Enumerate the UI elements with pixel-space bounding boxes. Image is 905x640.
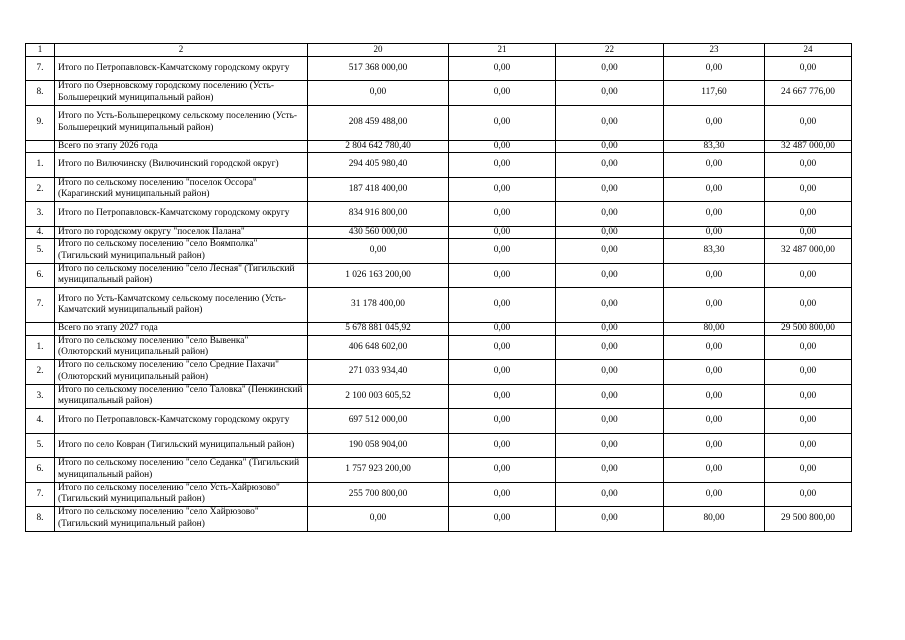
value-col-23: 0,00 xyxy=(664,458,765,483)
value-col-21: 0,00 xyxy=(449,323,556,336)
value-col-24: 32 487 000,00 xyxy=(765,140,852,153)
value-col-23: 83,30 xyxy=(664,239,765,264)
value-col-20: 406 648 602,00 xyxy=(308,335,449,360)
value-col-20: 271 033 934,40 xyxy=(308,360,449,385)
municipality-name: Итого по Петропавловск-Камчатскому городскому округу xyxy=(55,56,308,81)
value-col-22: 0,00 xyxy=(556,239,664,264)
value-col-22: 0,00 xyxy=(556,458,664,483)
row-number: 1. xyxy=(26,153,55,178)
value-col-20: 2 100 003 605,52 xyxy=(308,384,449,409)
value-col-22: 0,00 xyxy=(556,507,664,532)
row-number: 7. xyxy=(26,56,55,81)
value-col-22: 0,00 xyxy=(556,263,664,288)
column-number-2: 2 xyxy=(55,44,308,57)
municipality-name: Итого по сельскому поселению "село Воямполка" (Тигильский муниципальный район) xyxy=(55,239,308,264)
column-number-24: 24 xyxy=(765,44,852,57)
row-number: 8. xyxy=(26,81,55,106)
value-col-20: 834 916 800,00 xyxy=(308,202,449,227)
row-number: 3. xyxy=(26,384,55,409)
value-col-21: 0,00 xyxy=(449,105,556,140)
value-col-21: 0,00 xyxy=(449,360,556,385)
column-number-23: 23 xyxy=(664,44,765,57)
row-number: 2. xyxy=(26,177,55,202)
row-number xyxy=(26,140,55,153)
row-number: 4. xyxy=(26,226,55,239)
value-col-24: 0,00 xyxy=(765,360,852,385)
value-col-23: 0,00 xyxy=(664,263,765,288)
value-col-23: 0,00 xyxy=(664,384,765,409)
value-col-24: 29 500 800,00 xyxy=(765,507,852,532)
table-row xyxy=(26,153,852,178)
value-col-22: 0,00 xyxy=(556,202,664,227)
value-col-22: 0,00 xyxy=(556,226,664,239)
value-col-20: 187 418 400,00 xyxy=(308,177,449,202)
value-col-21: 0,00 xyxy=(449,288,556,323)
municipality-name: Всего по этапу 2026 года xyxy=(55,140,308,153)
value-col-24: 29 500 800,00 xyxy=(765,323,852,336)
value-col-21: 0,00 xyxy=(449,384,556,409)
value-col-21: 0,00 xyxy=(449,56,556,81)
value-col-21: 0,00 xyxy=(449,409,556,434)
value-col-24: 0,00 xyxy=(765,458,852,483)
value-col-24: 0,00 xyxy=(765,263,852,288)
value-col-23: 0,00 xyxy=(664,105,765,140)
table-row xyxy=(26,202,852,227)
table-row xyxy=(26,384,852,409)
municipality-name: Итого по Вилючинску (Вилючинский городской округ) xyxy=(55,153,308,178)
value-col-20: 31 178 400,00 xyxy=(308,288,449,323)
value-col-21: 0,00 xyxy=(449,202,556,227)
value-col-23: 0,00 xyxy=(664,433,765,458)
row-number: 4. xyxy=(26,409,55,434)
column-number-1: 1 xyxy=(26,44,55,57)
value-col-24: 0,00 xyxy=(765,335,852,360)
table-row xyxy=(26,360,852,385)
municipality-name: Итого по сельскому поселению "село Средние Пахачи" (Олюторский муниципальный район) xyxy=(55,360,308,385)
value-col-21: 0,00 xyxy=(449,335,556,360)
row-number: 1. xyxy=(26,335,55,360)
value-col-23: 83,30 xyxy=(664,140,765,153)
table-row xyxy=(26,226,852,239)
value-col-21: 0,00 xyxy=(449,153,556,178)
column-number-21: 21 xyxy=(449,44,556,57)
value-col-20: 1 757 923 200,00 xyxy=(308,458,449,483)
value-col-23: 0,00 xyxy=(664,482,765,507)
value-col-21: 0,00 xyxy=(449,226,556,239)
row-number: 2. xyxy=(26,360,55,385)
value-col-24: 0,00 xyxy=(765,482,852,507)
value-col-23: 0,00 xyxy=(664,226,765,239)
value-col-24: 0,00 xyxy=(765,56,852,81)
table-row xyxy=(26,81,852,106)
value-col-22: 0,00 xyxy=(556,177,664,202)
row-number: 8. xyxy=(26,507,55,532)
row-number: 7. xyxy=(26,482,55,507)
municipality-name: Итого по сельскому поселению "село Вывенка" (Олюторский муниципальный район) xyxy=(55,335,308,360)
row-number: 6. xyxy=(26,458,55,483)
value-col-23: 0,00 xyxy=(664,409,765,434)
row-number: 7. xyxy=(26,288,55,323)
value-col-20: 5 678 881 045,92 xyxy=(308,323,449,336)
table-row xyxy=(26,482,852,507)
value-col-21: 0,00 xyxy=(449,263,556,288)
value-col-20: 0,00 xyxy=(308,507,449,532)
row-number: 5. xyxy=(26,239,55,264)
value-col-20: 208 459 488,00 xyxy=(308,105,449,140)
value-col-24: 0,00 xyxy=(765,177,852,202)
table-row xyxy=(26,263,852,288)
value-col-20: 0,00 xyxy=(308,81,449,106)
value-col-24: 32 487 000,00 xyxy=(765,239,852,264)
value-col-23: 0,00 xyxy=(664,335,765,360)
value-col-24: 0,00 xyxy=(765,105,852,140)
value-col-20: 255 700 800,00 xyxy=(308,482,449,507)
value-col-24: 0,00 xyxy=(765,288,852,323)
municipality-name: Итого по Озерновскому городскому поселению (Усть-Большерецкий муниципальный район) xyxy=(55,81,308,106)
value-col-23: 117,60 xyxy=(664,81,765,106)
value-col-20: 1 026 163 200,00 xyxy=(308,263,449,288)
column-number-22: 22 xyxy=(556,44,664,57)
table-row xyxy=(26,288,852,323)
table-row xyxy=(26,105,852,140)
municipality-name: Итого по Усть-Большерецкому сельскому поселению (Усть-Большерецкий муниципальный район) xyxy=(55,105,308,140)
value-col-23: 80,00 xyxy=(664,323,765,336)
municipality-name: Итого по сельскому поселению "поселок Оссора" (Карагинский муниципальный район) xyxy=(55,177,308,202)
value-col-21: 0,00 xyxy=(449,507,556,532)
table-row xyxy=(26,507,852,532)
value-col-22: 0,00 xyxy=(556,56,664,81)
value-col-22: 0,00 xyxy=(556,433,664,458)
value-col-20: 294 405 980,40 xyxy=(308,153,449,178)
value-col-22: 0,00 xyxy=(556,105,664,140)
municipality-name: Итого по Петропавловск-Камчатскому городскому округу xyxy=(55,409,308,434)
row-number: 5. xyxy=(26,433,55,458)
municipality-name: Итого по сельскому поселению "село Таловка" (Пенжинский муниципальный район) xyxy=(55,384,308,409)
value-col-21: 0,00 xyxy=(449,433,556,458)
row-number: 3. xyxy=(26,202,55,227)
municipality-name: Итого по сельскому поселению "село Седанка" (Тигильский муниципальный район) xyxy=(55,458,308,483)
row-number: 6. xyxy=(26,263,55,288)
value-col-22: 0,00 xyxy=(556,153,664,178)
municipality-name: Итого по Усть-Камчатскому сельскому поселению (Усть-Камчатский муниципальный район) xyxy=(55,288,308,323)
value-col-24: 0,00 xyxy=(765,384,852,409)
value-col-21: 0,00 xyxy=(449,458,556,483)
value-col-24: 0,00 xyxy=(765,433,852,458)
value-col-22: 0,00 xyxy=(556,335,664,360)
value-col-24: 0,00 xyxy=(765,226,852,239)
value-col-22: 0,00 xyxy=(556,140,664,153)
column-number-20: 20 xyxy=(308,44,449,57)
municipality-name: Всего по этапу 2027 года xyxy=(55,323,308,336)
municipality-name: Итого по городскому округу "поселок Палана" xyxy=(55,226,308,239)
value-col-23: 0,00 xyxy=(664,56,765,81)
value-col-24: 0,00 xyxy=(765,409,852,434)
value-col-22: 0,00 xyxy=(556,323,664,336)
value-col-20: 0,00 xyxy=(308,239,449,264)
value-col-23: 80,00 xyxy=(664,507,765,532)
table-row xyxy=(26,433,852,458)
value-col-24: 24 667 776,00 xyxy=(765,81,852,106)
value-col-22: 0,00 xyxy=(556,384,664,409)
stage-total-row xyxy=(26,323,852,336)
value-col-22: 0,00 xyxy=(556,288,664,323)
value-col-20: 2 804 642 780,40 xyxy=(308,140,449,153)
value-col-21: 0,00 xyxy=(449,140,556,153)
value-col-23: 0,00 xyxy=(664,153,765,178)
municipality-name: Итого по сельскому поселению "село Хайрюзово" (Тигильский муниципальный район) xyxy=(55,507,308,532)
value-col-21: 0,00 xyxy=(449,239,556,264)
row-number xyxy=(26,323,55,336)
value-col-21: 0,00 xyxy=(449,177,556,202)
table-body xyxy=(26,44,852,532)
table-row xyxy=(26,56,852,81)
value-col-22: 0,00 xyxy=(556,409,664,434)
value-col-20: 517 368 000,00 xyxy=(308,56,449,81)
data-table xyxy=(25,43,852,532)
value-col-24: 0,00 xyxy=(765,202,852,227)
value-col-22: 0,00 xyxy=(556,81,664,106)
row-number: 9. xyxy=(26,105,55,140)
table-row xyxy=(26,458,852,483)
municipality-name: Итого по село Ковран (Тигильский муниципальный район) xyxy=(55,433,308,458)
table-row xyxy=(26,409,852,434)
value-col-21: 0,00 xyxy=(449,482,556,507)
municipality-name: Итого по Петропавловск-Камчатскому городскому округу xyxy=(55,202,308,227)
value-col-20: 430 560 000,00 xyxy=(308,226,449,239)
column-number-row xyxy=(26,44,852,57)
table-row xyxy=(26,335,852,360)
value-col-23: 0,00 xyxy=(664,288,765,323)
value-col-23: 0,00 xyxy=(664,202,765,227)
value-col-24: 0,00 xyxy=(765,153,852,178)
value-col-23: 0,00 xyxy=(664,177,765,202)
value-col-22: 0,00 xyxy=(556,482,664,507)
table-row xyxy=(26,177,852,202)
municipality-name: Итого по сельскому поселению "село Усть-Хайрюзово" (Тигильский муниципальный район) xyxy=(55,482,308,507)
stage-total-row xyxy=(26,140,852,153)
value-col-20: 190 058 904,00 xyxy=(308,433,449,458)
value-col-23: 0,00 xyxy=(664,360,765,385)
municipality-name: Итого по сельскому поселению "село Лесная" (Тигильский муниципальный район) xyxy=(55,263,308,288)
value-col-21: 0,00 xyxy=(449,81,556,106)
value-col-22: 0,00 xyxy=(556,360,664,385)
value-col-20: 697 512 000,00 xyxy=(308,409,449,434)
table-row xyxy=(26,239,852,264)
